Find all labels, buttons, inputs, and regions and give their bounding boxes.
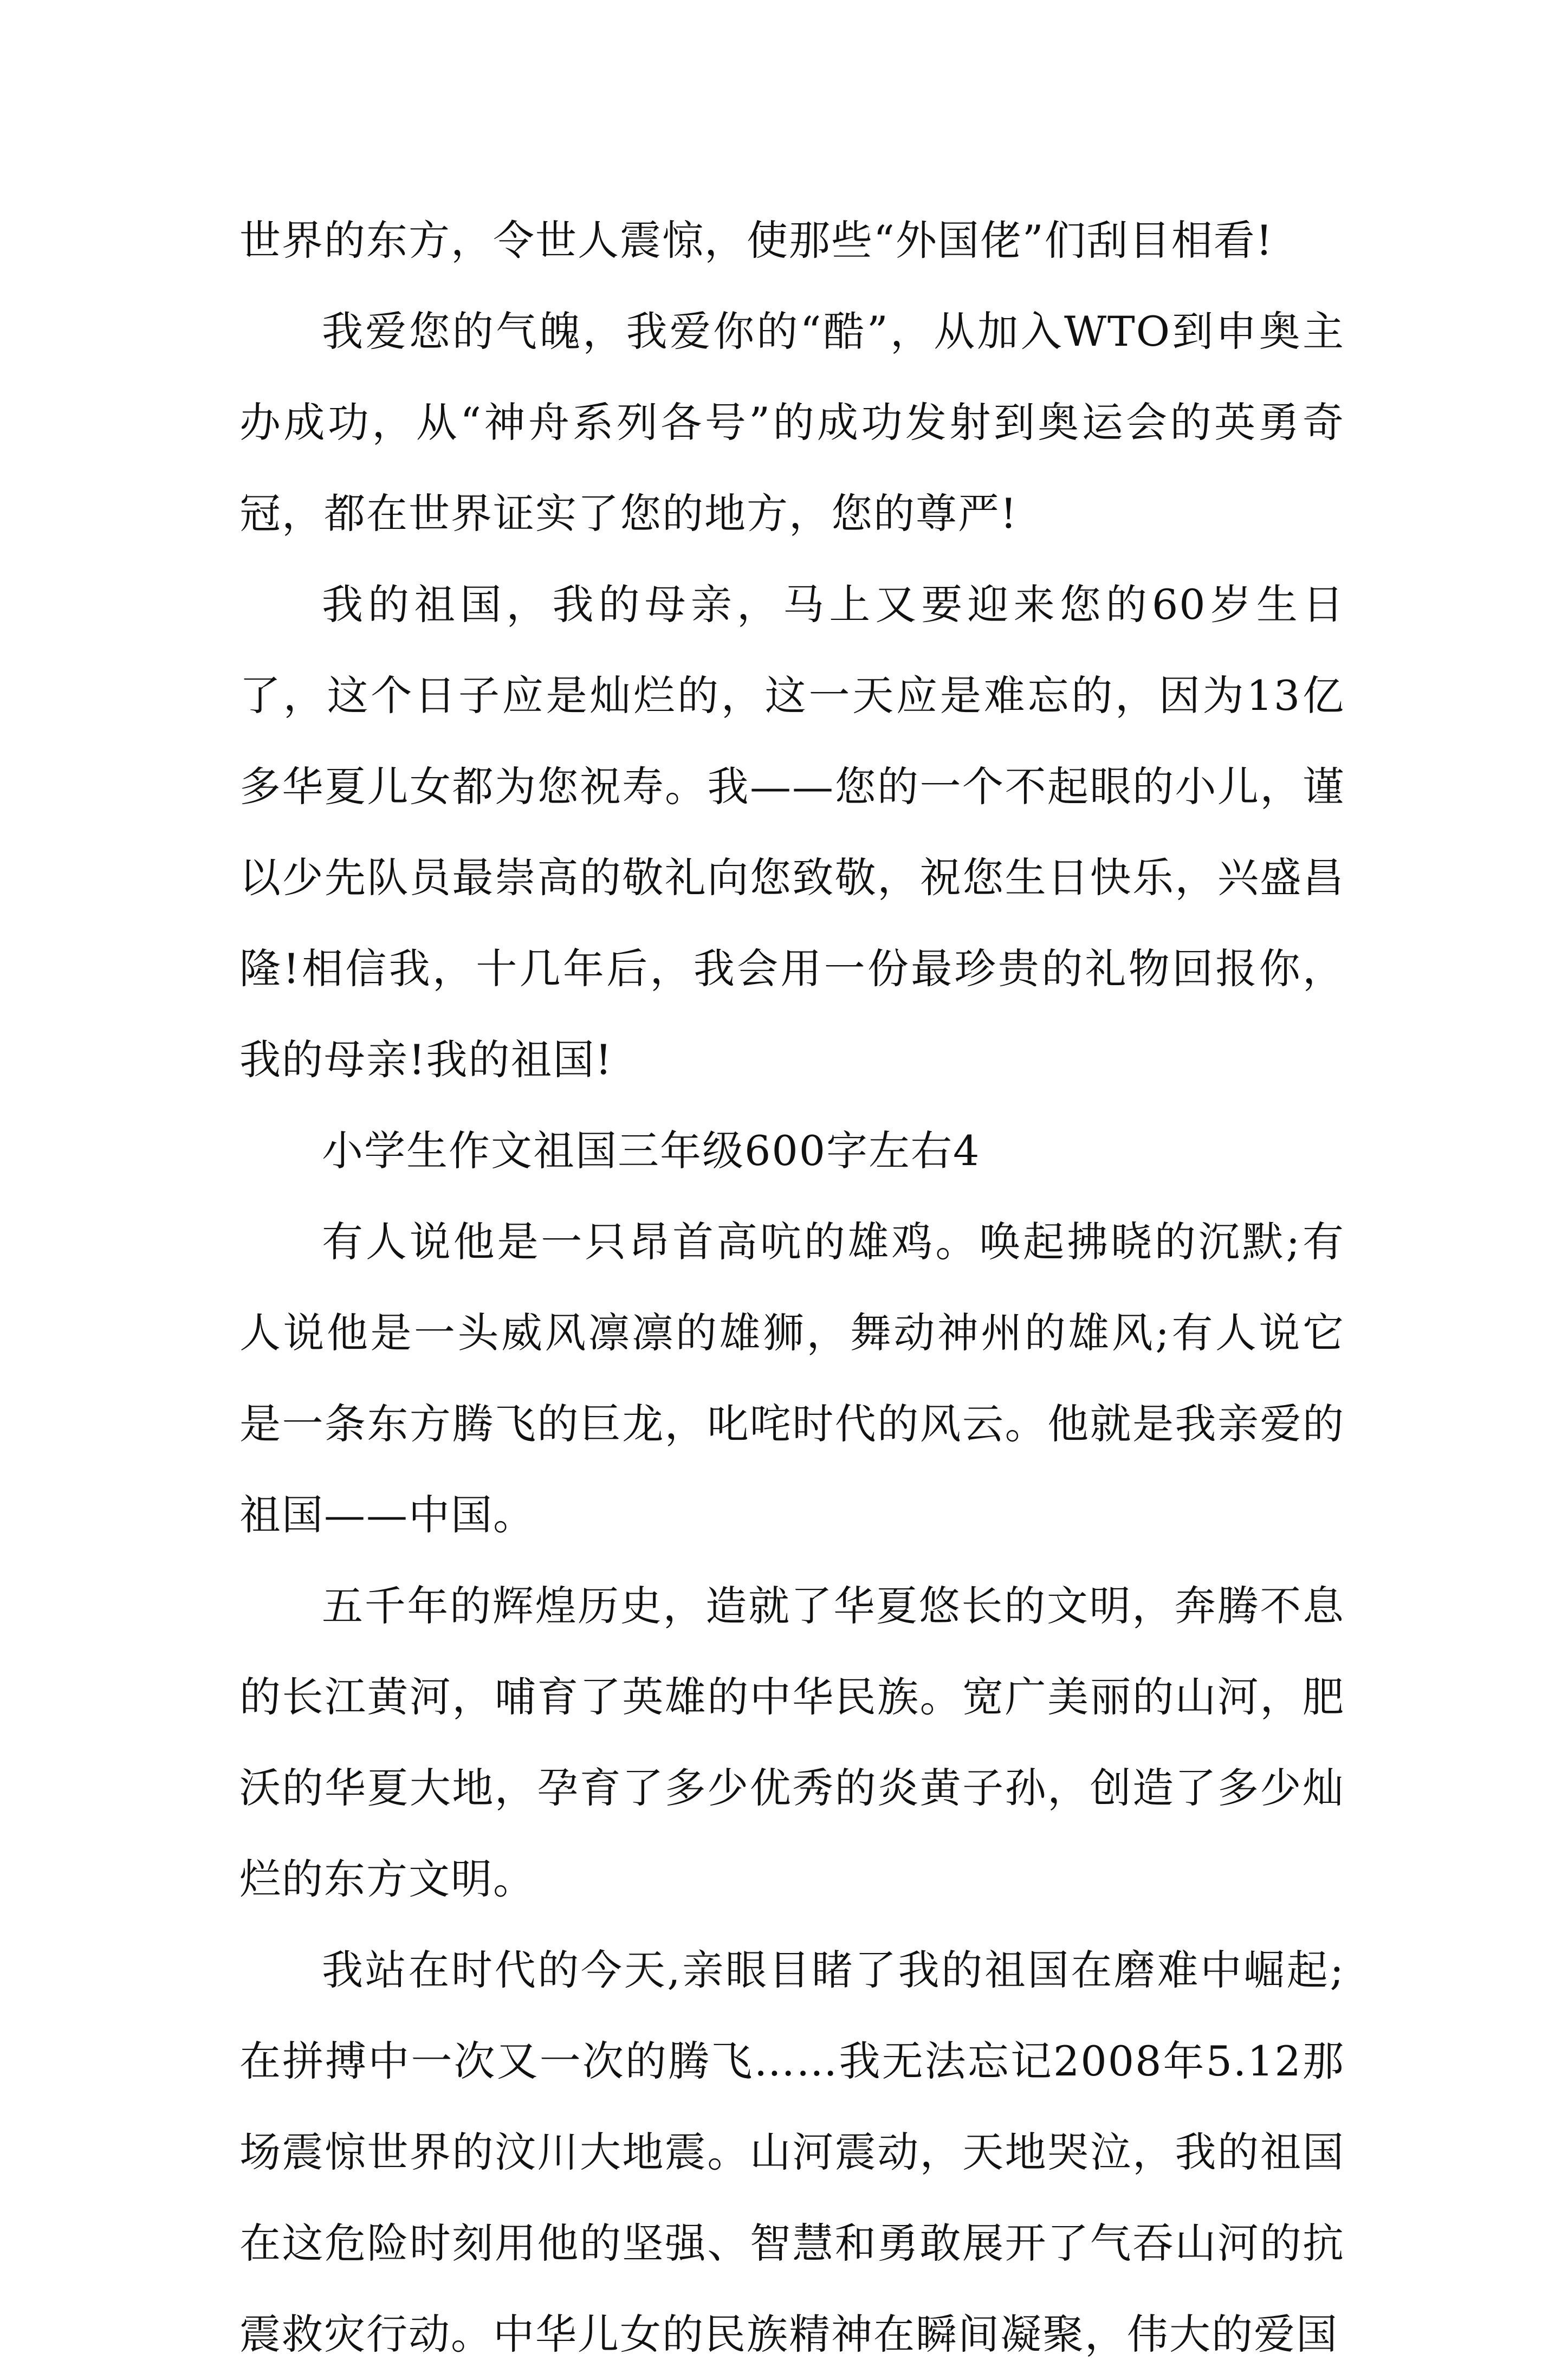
paragraph: 我爱您的气魄，我爱你的“酷”，从加入WTO到申奥主办成功，从“神舟系列各号”的成功发射到奥运会的英勇奇冠，都在世界证实了您的地方，您的尊严!	[239, 307, 1345, 538]
paragraph: 我站在时代的今天,亲眼目睹了我的祖国在磨难中崛起;在拼搏中一次又一次的腾飞……我无法忘记2008年5.12那场震惊世界的汶川大地震。山河震动，天地哭泣，我的祖国在这危险时刻用他的坚强、智慧和勇敢展开了气吞山河的抗震救灾行动。中华儿女的民族精神在瞬间凝聚，伟大的爱国	[239, 1946, 1345, 2358]
document-body	[239, 195, 1345, 2380]
paragraph: 五千年的辉煌历史，造就了华夏悠长的文明，奔腾不息的长江黄河，哺育了英雄的中华民族。宽广美丽的山河，肥沃的华夏大地，孕育了多少优秀的炎黄子孙，创造了多少灿烂的东方文明。	[239, 1582, 1345, 1903]
paragraph: 世界的东方，令世人震惊，使那些“外国佬”们刮目相看!	[239, 216, 1274, 264]
paragraph: 我的祖国，我的母亲，马上又要迎来您的60岁生日了，这个日子应是灿烂的，这一天应是难忘的，因为13亿多华夏儿女都为您祝寿。我——您的一个不起眼的小儿，谨以少先队员最崇高的敬礼向您致敬，祝您生日快乐，兴盛昌隆!相信我，十几年后，我会用一份最珍贵的礼物回报你，我的母亲!我的祖国!	[239, 580, 1345, 1084]
section-heading: 小学生作文祖国三年级600字左右4	[322, 1127, 981, 1175]
paragraph: 有人说他是一只昂首高吭的雄鸡。唤起拂晓的沉默;有人说他是一头威风凛凛的雄狮，舞动神州的雄风;有人说它是一条东方腾飞的巨龙，叱咤时代的风云。他就是我亲爱的祖国——中国。	[239, 1218, 1345, 1539]
